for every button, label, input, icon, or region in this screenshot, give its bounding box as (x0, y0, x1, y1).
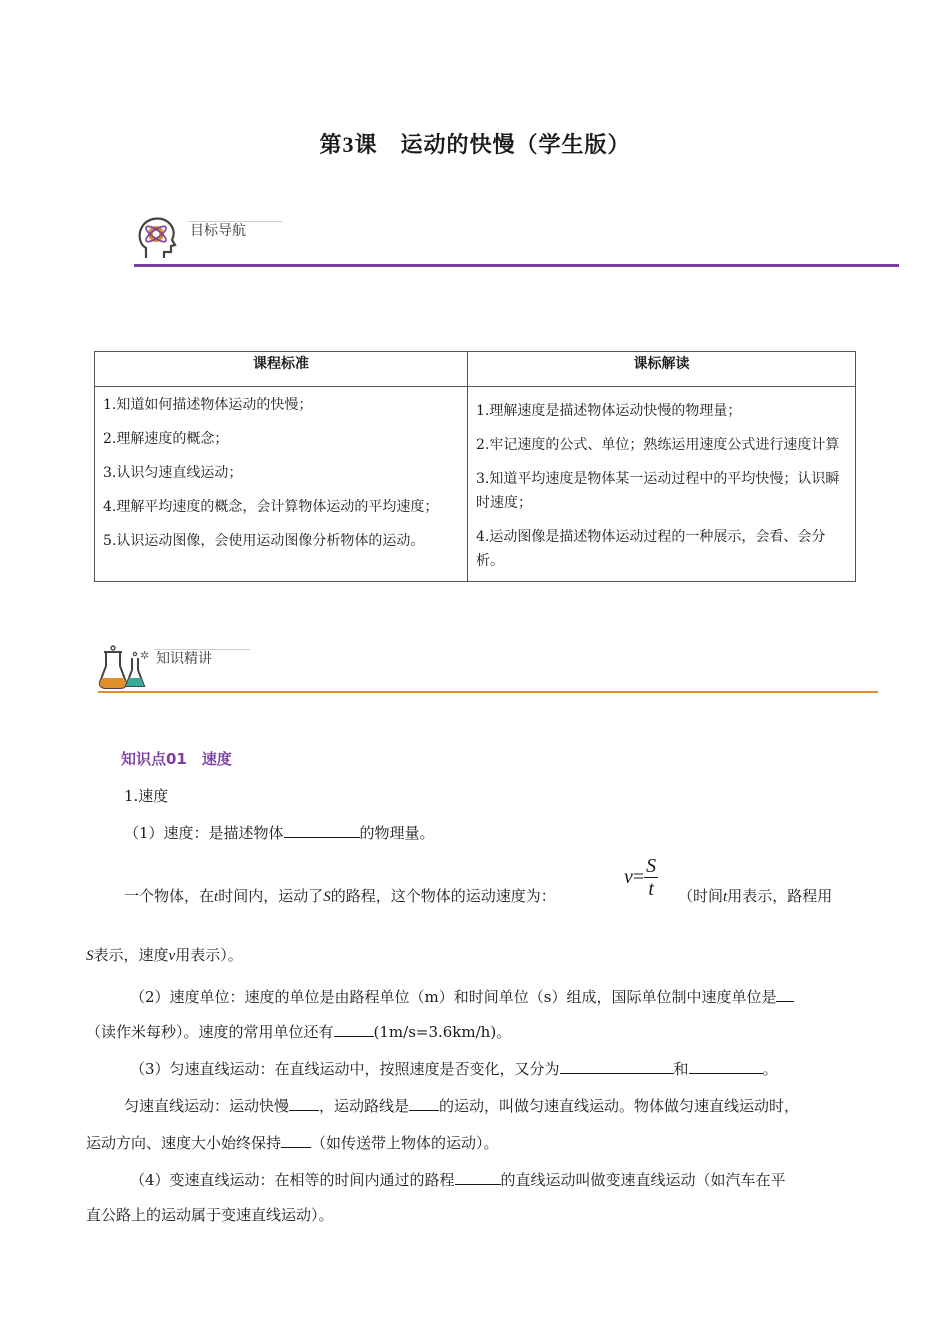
paragraph-formula-note: （时间t用表示，路程用 (678, 887, 833, 905)
head-gears-icon (136, 214, 180, 262)
list-item: 4.理解平均速度的概念，会计算物体运动的平均速度； (103, 499, 439, 515)
fill-blank (776, 985, 794, 1002)
paragraph-units-cont: （读作米每秒）。速度的常用单位还有 (1m/s=3.6km/h)。 (86, 1020, 511, 1042)
list-item: 5.认识运动图像，会使用运动图像分析物体的运动。 (103, 533, 425, 549)
paragraph-variable-motion: （4）变速直线运动：在相等的时间内通过的路程 的直线运动叫做变速直线运动（如汽车在平 (130, 1168, 786, 1190)
list-item: 1.知道如何描述物体运动的快慢； (103, 397, 313, 413)
paragraph-formula-note-cont: S表示，速度v用表示）。 (86, 946, 243, 964)
title-number: 3 (342, 132, 355, 157)
fill-blank (289, 1094, 319, 1111)
list-item: 4.运动图像是描述物体运动过程的一种展示，会看、会分析。 (476, 529, 826, 569)
fill-blank (334, 1020, 374, 1037)
paragraph-uniform-definition: 匀速直线运动：运动快慢 ，运动路线是 的运动，叫做匀速直线运动。物体做匀速直线运动时， (124, 1094, 799, 1116)
paragraph-units: （2）速度单位：速度的单位是由路程单位（m）和时间单位（s）组成，国际单位制中速度单位是 (130, 985, 794, 1007)
table-header: 课程标准 (95, 352, 468, 387)
formula-numerator: S (646, 855, 657, 877)
curriculum-standards-cell (95, 387, 468, 582)
speed-formula: v= $\frac{S}{t}$ (624, 855, 657, 900)
section-knowledge-underline (154, 649, 250, 650)
heading-speed: 1.速度 (124, 787, 169, 805)
section-goals-divider (134, 264, 899, 267)
list-item: 3.认识匀速直线运动； (103, 465, 243, 481)
title-suffix: 课 运动的快慢（学生版） (354, 132, 631, 158)
list-item: 1.理解速度是描述物体运动快慢的物理量； (476, 403, 742, 419)
lab-flasks-icon (98, 644, 146, 690)
title-prefix: 第 (319, 132, 343, 158)
paragraph-definition: （1）速度：是描述物体 的物理量。 (124, 821, 435, 843)
list-item: 2.理解速度的概念； (103, 431, 229, 447)
fill-blank (689, 1057, 763, 1074)
section-knowledge-label: 知识精讲 (156, 651, 212, 667)
fill-blank (281, 1131, 311, 1148)
paragraph-uniform-motion: （3）匀速直线运动：在直线运动中，按照速度是否变化，又分为 和 。 (130, 1057, 778, 1079)
curriculum-interpretation-cell (468, 387, 856, 582)
fill-blank (284, 821, 360, 838)
paragraph-uniform-definition-cont: 运动方向、速度大小始终保持 （如传送带上物体的运动）。 (86, 1131, 499, 1153)
fill-blank (560, 1057, 674, 1074)
list-item: 3.知道平均速度是物体某一运动过程中的平均快慢；认识瞬时速度； (476, 471, 840, 511)
paragraph-formula-intro: 一个物体，在t时间内，运动了S的路程，这个物体的运动速度为： (124, 887, 556, 905)
section-goals-underline (188, 221, 282, 222)
page-title (0, 128, 950, 159)
table-row (95, 387, 856, 582)
section-knowledge-divider (98, 691, 878, 693)
sparkle-icon: ✲ (140, 649, 150, 662)
list-item: 2.牢记速度的公式、单位；熟练运用速度公式进行速度计算 (476, 437, 840, 453)
formula-denominator: t (648, 878, 654, 900)
paragraph-variable-motion-cont: 直公路上的运动属于变速直线运动）。 (86, 1206, 334, 1224)
fill-blank (455, 1168, 501, 1185)
curriculum-table (94, 351, 856, 582)
table-header: 课标解读 (468, 352, 856, 387)
fill-blank (409, 1094, 439, 1111)
table-header-row (95, 352, 856, 387)
section-goals-label: 目标导航 (190, 223, 246, 239)
knowledge-point-title: 知识点01 速度 (121, 750, 232, 768)
